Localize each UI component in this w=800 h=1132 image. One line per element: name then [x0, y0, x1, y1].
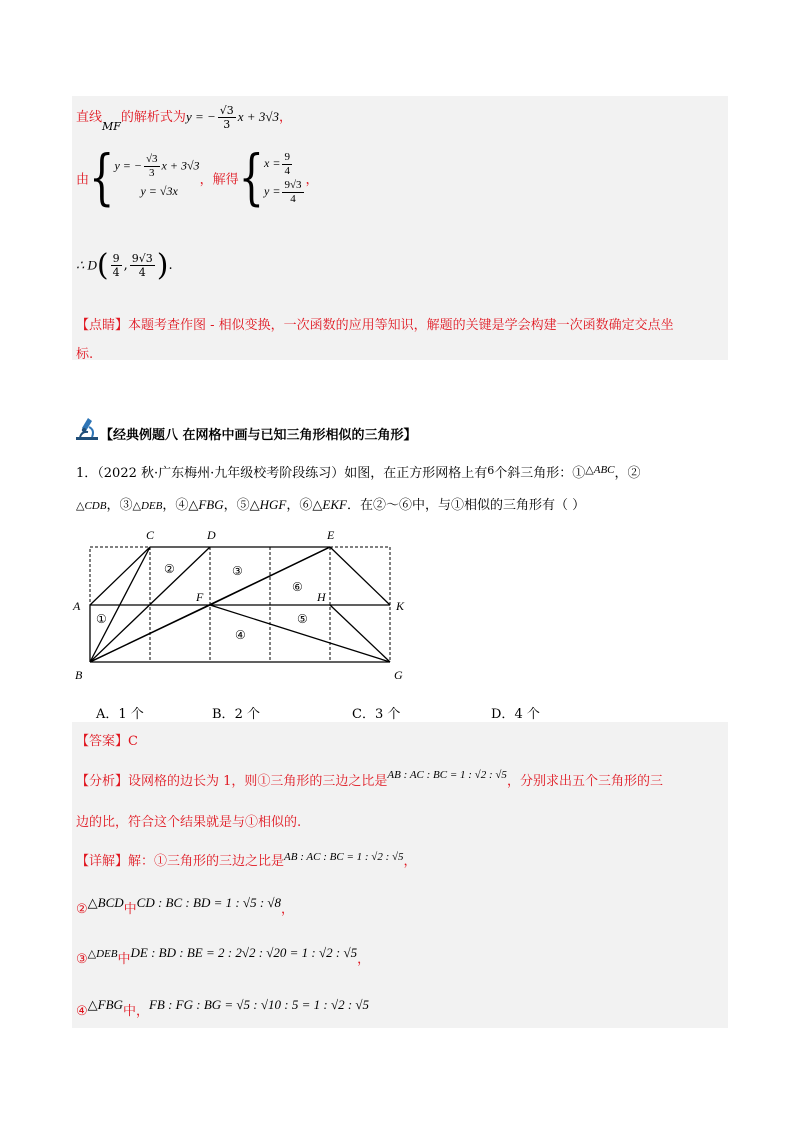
eq-part: y = −	[114, 158, 142, 173]
paren-close-icon: )	[156, 248, 169, 283]
text: ，	[278, 110, 292, 125]
question-text: ．在②～⑥中，与①相似的三角形有（ ）	[346, 498, 586, 513]
item-number: ③	[76, 952, 88, 967]
triangle: △BCD	[87, 895, 124, 910]
comment-line-1	[76, 314, 674, 333]
section-heading: 【经典例题八 在网格中画与已知三角形相似的三角形】	[100, 428, 417, 443]
region-2: ②	[164, 562, 175, 576]
point-d: ∴ D	[76, 257, 97, 273]
option-key: C．	[352, 707, 375, 722]
microscope-icon	[74, 415, 100, 441]
triangle: △FBG	[87, 997, 123, 1012]
option-key: A．	[96, 707, 119, 722]
option-a[interactable]	[96, 703, 144, 722]
detail-text: 中，	[122, 1004, 149, 1019]
triangle-ekf: △EKF	[312, 497, 347, 512]
comment-text: 本题考查作图 - 相似变换，一次函数的应用等知识，解题的关键是学会构建一次函数确定交点坐	[128, 318, 674, 333]
ratio: DE : BD : BE = 2 : 2√2 : √20 = 1 : √2 : √5	[130, 945, 358, 960]
comment-label: 【点睛】	[76, 318, 129, 333]
solution-line-mf	[76, 104, 292, 131]
item-number: ②	[76, 902, 88, 917]
eq-part: x =	[264, 156, 281, 170]
fraction	[282, 179, 303, 206]
label-h: H	[317, 590, 326, 604]
grid-figure	[70, 525, 415, 685]
option-text: 3 个	[374, 707, 401, 722]
label-b: B	[75, 668, 83, 682]
numerator: 9	[112, 252, 120, 265]
question-text: 个斜三角形：①	[494, 466, 586, 481]
question-number: 1．	[76, 466, 98, 481]
answer-label: 【答案】	[76, 734, 129, 749]
answer-box	[72, 722, 728, 1028]
denominator: 4	[290, 192, 296, 205]
analysis-text: 边的比，符合这个结果就是与①相似的.	[76, 815, 302, 830]
question-text: （2022 秋·广东梅州·九年级校考阶段练习）如图，在正方形网格上有	[97, 466, 488, 481]
count: 6	[487, 464, 495, 477]
label-a: A	[73, 599, 81, 613]
denominator: 4	[138, 266, 146, 279]
system-eq-1	[114, 153, 199, 180]
solution-x	[264, 150, 305, 178]
text: 由	[76, 172, 90, 188]
triangle: △DEB	[87, 948, 118, 960]
detail-text: ，	[281, 902, 295, 917]
numerator: 9√3	[284, 178, 302, 191]
question-line-2	[76, 494, 585, 513]
detail-text: 解：①三角形的三边之比是	[128, 854, 285, 869]
solution-y	[264, 178, 305, 206]
question-text: ，③	[106, 498, 133, 513]
fraction	[144, 153, 160, 180]
detail-intro	[76, 850, 417, 869]
detail-item-4	[76, 997, 370, 1019]
comment-line-2	[76, 343, 93, 362]
label-g: G	[394, 668, 403, 682]
ratio: AB : AC : BC = 1 : √2 : √5	[284, 851, 404, 863]
denominator: 3	[223, 118, 231, 131]
text: 的解析式为	[120, 110, 186, 125]
analysis-line-1	[76, 770, 663, 789]
analysis-label: 【分析】	[76, 774, 129, 789]
text: ，解得	[199, 172, 239, 188]
option-text: 1 个	[118, 707, 144, 722]
triangle-fbg: △FBG	[188, 497, 224, 512]
eq-part: x + 3√3	[161, 158, 200, 173]
option-b[interactable]	[212, 703, 260, 722]
question-text: ，⑤	[223, 498, 250, 513]
option-key: B．	[212, 707, 235, 722]
label-c: C	[146, 528, 155, 542]
ratio: FB : FG : BG = √5 : √10 : 5 = 1 : √2 : √5	[148, 997, 370, 1012]
fraction	[218, 104, 236, 131]
detail-item-2	[76, 895, 295, 917]
eq-part: y =	[264, 183, 281, 198]
ratio: CD : BC : BD = 1 : √5 : √8	[136, 895, 282, 910]
triangle-hgf: △HGF	[249, 497, 287, 512]
numerator: √3	[219, 104, 234, 117]
analysis-text: 设网格的边长为 1，则①三角形的三边之比是	[128, 774, 388, 789]
numerator: 9	[284, 150, 290, 163]
answer-line	[76, 730, 138, 749]
denominator: 3	[149, 167, 155, 180]
option-c[interactable]	[352, 703, 400, 722]
triangle-abc: △ABC	[585, 464, 615, 476]
label-d: D	[207, 528, 216, 542]
solution-line-point-d: ∴ D( $\frac{9}{4}$ , $\frac{9√3}{4}$ ).	[76, 248, 173, 283]
question-text: ，⑥	[286, 498, 313, 513]
region-5: ⑤	[297, 612, 308, 626]
brace-icon: {	[89, 143, 115, 213]
analysis-line-2	[76, 811, 301, 830]
numerator: √3	[146, 153, 158, 166]
region-6: ⑥	[292, 580, 303, 594]
detail-item-3	[76, 945, 371, 967]
label-k: K	[396, 599, 405, 613]
solution-line-system	[76, 143, 319, 213]
denominator: 4	[284, 164, 290, 177]
question-line-1	[76, 462, 641, 481]
region-4: ④	[235, 628, 246, 642]
answer-value: C	[128, 734, 138, 749]
question-text: ，④	[162, 498, 189, 513]
item-number: ④	[76, 1004, 88, 1019]
paren-open-icon: (	[96, 248, 109, 283]
fraction	[111, 252, 122, 279]
equation-part: y = −	[185, 109, 216, 124]
fraction	[282, 151, 292, 178]
region-3: ③	[232, 564, 243, 578]
equation-part: x + 3√3	[237, 109, 279, 124]
label-f: F	[196, 590, 204, 604]
option-text: 4 个	[514, 707, 540, 722]
mf-label: MF	[102, 120, 121, 133]
solution-values	[264, 150, 305, 206]
text: .	[168, 258, 173, 273]
ratio: AB : AC : BC = 1 : √2 : √5	[387, 769, 507, 781]
text: 直线	[76, 110, 103, 125]
triangle-deb: △DEB	[132, 500, 163, 512]
option-text: 2 个	[234, 707, 260, 722]
option-key: D．	[491, 707, 515, 722]
detail-text: 中	[117, 952, 131, 967]
denominator: 4	[112, 266, 120, 279]
system-eq-2: y = √3x	[140, 184, 178, 199]
numerator: 9√3	[131, 252, 153, 265]
detail-label: 【详解】	[76, 854, 129, 869]
region-1: ①	[96, 612, 107, 626]
brace-icon: {	[238, 143, 265, 213]
text: ，	[305, 172, 319, 188]
analysis-text: ，分别求出五个三角形的三	[506, 774, 663, 789]
fraction	[130, 252, 155, 279]
comment-text: 标.	[76, 347, 94, 362]
question-text: ，②	[614, 466, 641, 481]
detail-text: ，	[357, 952, 371, 967]
detail-text: 中	[123, 902, 137, 917]
option-d[interactable]	[491, 703, 540, 722]
label-e: E	[327, 528, 335, 542]
system-equations	[114, 153, 199, 202]
triangle-cdb: △CDB	[76, 500, 107, 512]
detail-text: ，	[403, 854, 417, 869]
